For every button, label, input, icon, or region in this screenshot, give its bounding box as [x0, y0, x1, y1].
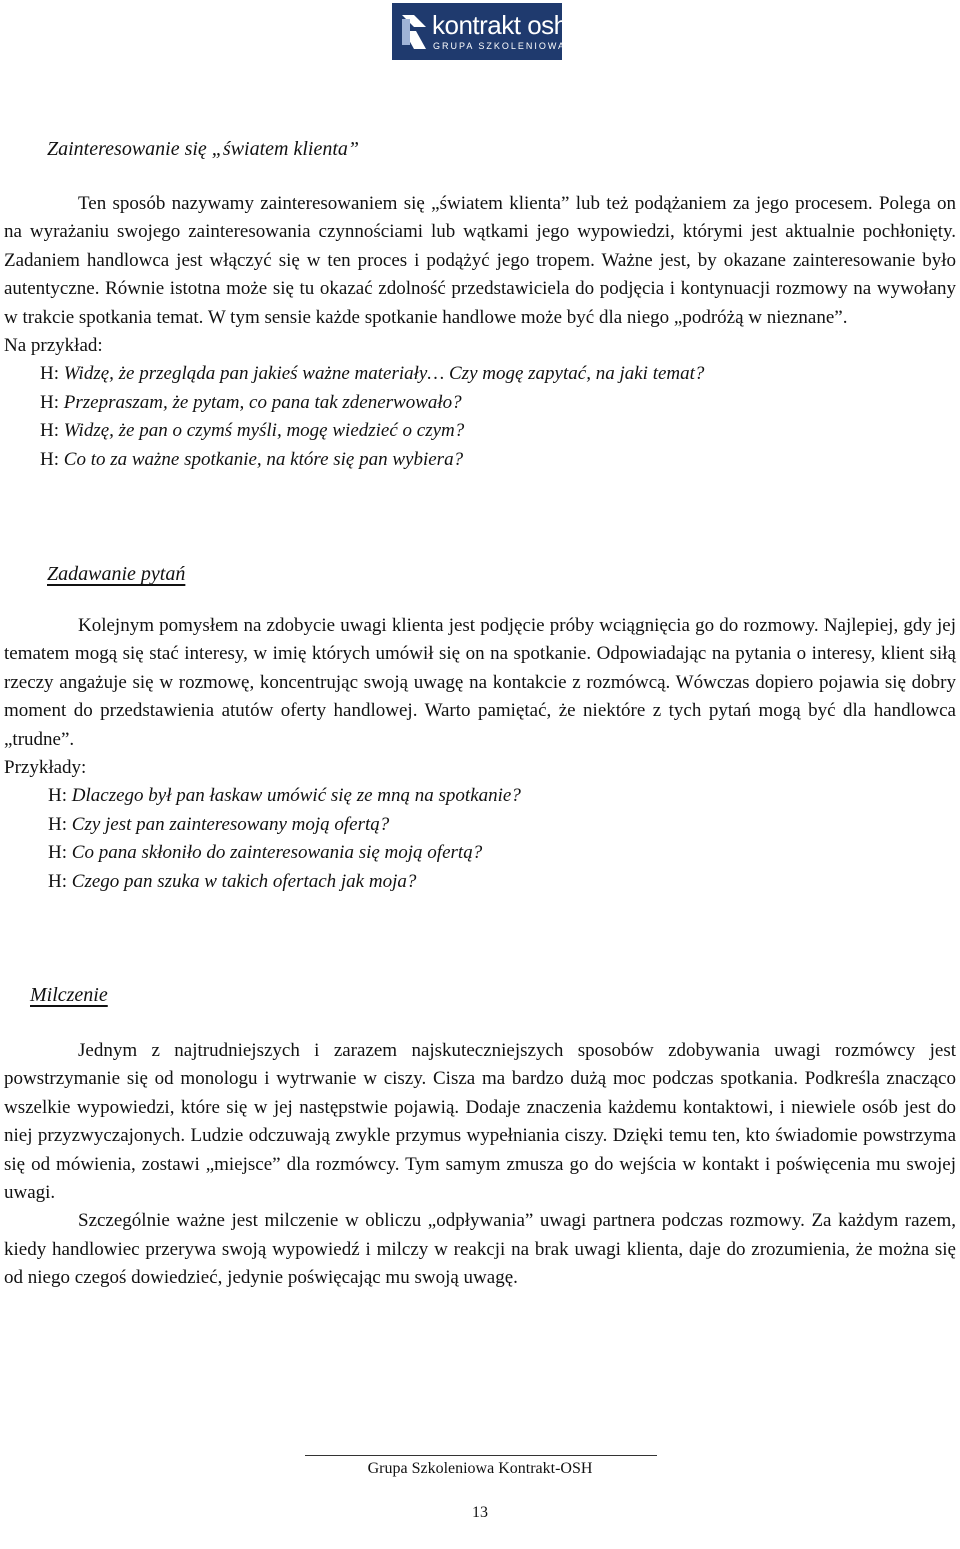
section-heading-interest: Zainteresowanie się „światem klienta” [47, 138, 360, 160]
company-logo [392, 3, 568, 60]
example-label: Na przykład: [4, 335, 103, 357]
dialogue-line: H: Przepraszam, że pytam, co pana tak zdenerwowało? [40, 391, 462, 413]
paragraph: Szczególnie ważne jest milczenie w obliczu „odpływania” uwagi partnera podczas rozmowy. Za każdym razem, kiedy handlowiec przerywa swoją wypowiedź i milczy w reakcji na brak uwagi klienta, daje do zrozumienia, że można się od niego czegoś dowiedzieć, jedynie poświęcając mu swoją uwagę. [4, 1210, 956, 1289]
dialogue-line: H: Widzę, że przegląda pan jakieś ważne materiały… Czy mogę zapytać, na jaki temat? [40, 363, 705, 385]
dialogue-line: H: Czego pan szuka w takich ofertach jak moja? [48, 870, 417, 892]
page-number: 13 [472, 1504, 488, 1521]
footer-divider [305, 1455, 657, 1456]
paragraph: Ten sposób nazywamy zainteresowaniem się „światem klienta” lub też podążaniem za jego procesem. Polega on na wyrażaniu swojego zainteresowania czynnościami lub wątkami jego wypowiedzi, którymi jest aktualnie pochłonięty. Zadaniem handlowca jest włączyć się w ten proces i podążyć jego tropem. Ważne jest, by okazane zainteresowanie było autentyczne. Równie istotna może się tu okazać zdolność przedstawiciela do podjęcia i kontynuacji rozmowy na wywołany w trakcie spotkania temat. W tym sensie każde spotkanie handlowe może być dla niego „podróżą w nieznane”. [4, 193, 956, 328]
dialogue-line: H: Dlaczego był pan łaskaw umówić się ze mną na spotkanie? [48, 785, 521, 807]
section-heading-silence: Milczenie [30, 984, 108, 1006]
paragraph: Kolejnym pomysłem na zdobycie uwagi klienta jest podjęcie próby wciągnięcia go do rozmowy. Najlepiej, gdy jej tematem mogą się stać interesy, w imię których umówił się on na spotkanie. Odpowiadając na pytania o interesy, klient siłą rzeczy angażuje się w rozmowę, koncentrując swoją uwagę na kontakcie z rozmówcą. Wówczas dopiero pojawia się dobry moment do przedstawienia atutów oferty handlowej. Warto pamiętać, że niektóre z tych pytań mogą być dla handlowca „trudne”. [4, 615, 956, 750]
paragraph: Jednym z najtrudniejszych i zarazem najskuteczniejszych sposobów zdobywania uwagi rozmówcy jest powstrzymanie się od monologu i wytrwanie w ciszy. Cisza ma bardzo dużą moc podczas spotkania. Podkreśla znacząco wszelkie wypowiedzi, które się w jej następstwie pojawią. Dodaje znaczenia każdemu kontaktowi, i niewiele osób jest do niej przyzwyczajonych. Ludzie odczuwają zwykle przymus wypełniania ciszy. Dzięki temu ten, kto świadomie powstrzyma się od mówienia, zostawi „miejsce” dla rozmówcy. Tym samym zmusza go do wejścia w kontakt i poświęcenia mu swojej uwagi. [4, 1040, 956, 1204]
dialogue-line: H: Co pana skłoniło do zainteresowania się moją ofertą? [48, 842, 483, 864]
section-questions-body [4, 612, 956, 896]
dialogue-line: H: Co to za ważne spotkanie, na które się pan wybiera? [40, 448, 464, 470]
dialogue-line: H: Czy jest pan zainteresowany moją ofertą? [48, 813, 390, 835]
example-list [4, 782, 956, 896]
footer-company: Grupa Szkoleniowa Kontrakt-OSH [367, 1460, 593, 1477]
example-label: Przykłady: [4, 757, 87, 779]
logo-name: kontrakt osh [432, 10, 568, 40]
dialogue-line: H: Widzę, że pan o czymś myśli, mogę wiedzieć o czym? [40, 420, 465, 442]
section-silence-body [4, 1037, 956, 1293]
example-list [4, 360, 956, 474]
logo-subtitle: GRUPA SZKOLENIOWA [433, 41, 567, 51]
section-heading-questions: Zadawanie pytań [47, 563, 186, 585]
logo-mark-icon [402, 15, 428, 49]
section-interest-body [4, 190, 956, 474]
